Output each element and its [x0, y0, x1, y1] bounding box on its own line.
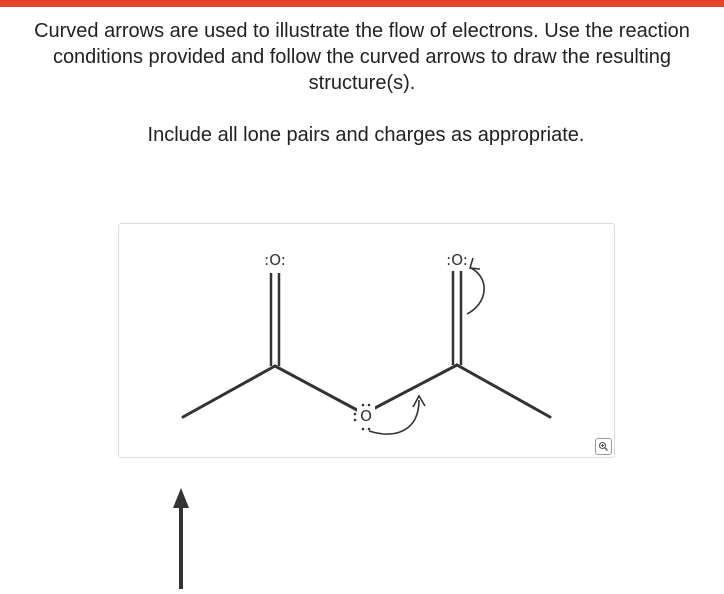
atom-bridge-o: O	[360, 407, 372, 425]
acetic-anhydride-structure	[119, 224, 614, 457]
atom-right-carbonyl-o: :O:	[446, 251, 468, 269]
curved-arrow-pi-bond	[467, 268, 484, 314]
instruction-text: Include all lone pairs and charges as appropriate.	[147, 124, 585, 146]
question-line-1: Curved arrows are used to illustrate the flow of electrons. Use the reaction	[34, 20, 690, 42]
question-line-3: structure(s).	[308, 72, 416, 94]
bond-left-methyl	[183, 366, 275, 417]
question-line-2: conditions provided and follow the curved arrows to draw the resulting	[52, 46, 672, 68]
bond-right-methyl	[457, 365, 550, 417]
question-text	[0, 18, 724, 96]
atom-left-carbonyl-o: :O:	[264, 251, 286, 269]
top-accent-bar	[0, 0, 724, 7]
zoom-in-icon	[598, 441, 609, 452]
reaction-canvas[interactable]	[118, 223, 615, 458]
curved-arrow-lone-pair	[369, 400, 419, 434]
bond-left-to-bridge-o	[275, 366, 357, 410]
zoom-in-button[interactable]	[595, 438, 612, 455]
up-arrow-icon[interactable]	[170, 488, 192, 594]
